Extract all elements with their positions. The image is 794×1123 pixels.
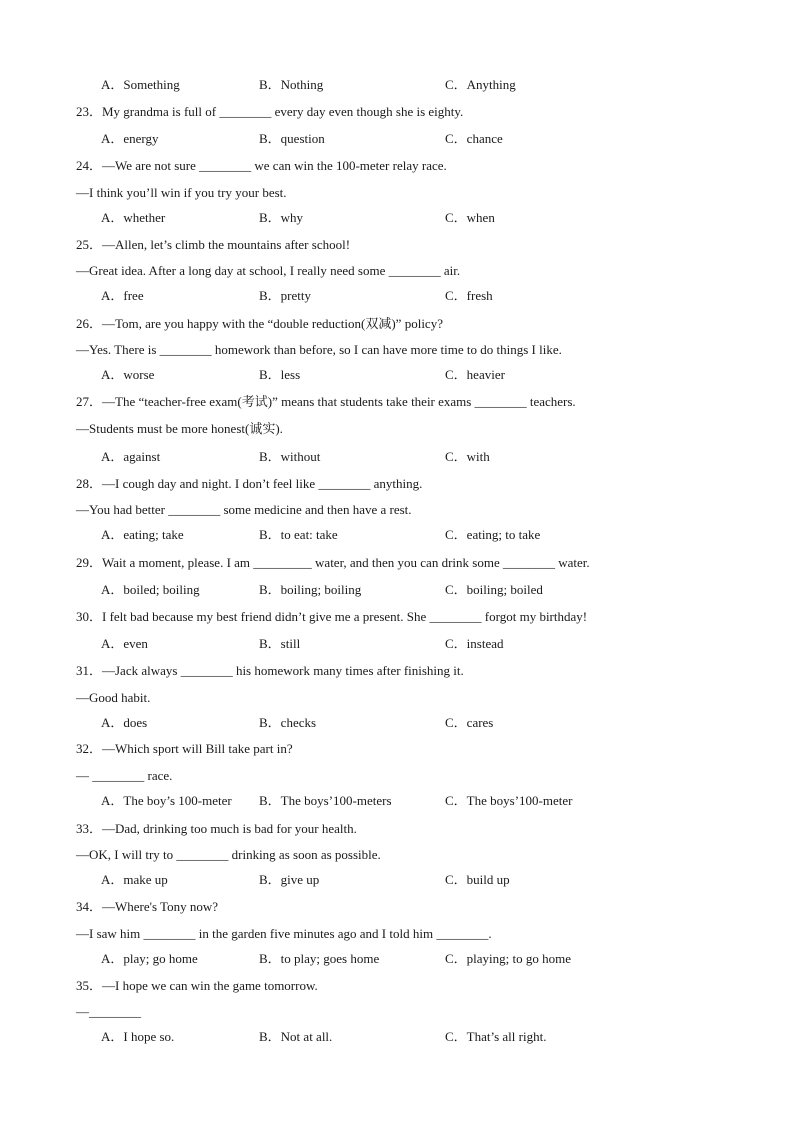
q35-reply: —________: [76, 1004, 141, 1019]
q25-option-b: B．pretty: [259, 288, 311, 303]
q32-stem: 32．—Which sport will Bill take part in?: [76, 741, 293, 756]
q33-reply: —OK, I will try to ________ drinking as soon as possible.: [76, 847, 381, 862]
q34-reply: —I saw him ________ in the garden five minutes ago and I told him ________.: [76, 926, 492, 941]
q32-option-c: C．The boys’100-meter: [445, 793, 573, 808]
q26-option-b: B．less: [259, 367, 301, 382]
q29-stem: 29．Wait a moment, please. I am _________ water, and then you can drink some ________ water.: [76, 555, 590, 570]
q32-option-a: A．The boy’s 100-meter: [101, 793, 232, 808]
q27-reply: —Students must be more honest(诚实).: [76, 421, 283, 436]
q25-stem: 25．—Allen, let’s climb the mountains after school!: [76, 237, 351, 252]
q22-option-c: C．Anything: [445, 77, 516, 92]
q23-option-c: C．chance: [445, 131, 503, 146]
q26-stem: 26．—Tom, are you happy with the “double reduction(双减)” policy?: [76, 316, 443, 331]
q27-option-c: C．with: [445, 449, 490, 464]
q31-reply: —Good habit.: [76, 690, 151, 705]
q33-stem: 33．—Dad, drinking too much is bad for your health.: [76, 821, 357, 836]
q34-option-c: C．playing; to go home: [445, 951, 572, 966]
q23-stem: 23．My grandma is full of ________ every day even though she is eighty.: [76, 104, 464, 119]
q28-option-b: B．to eat: take: [259, 527, 338, 542]
q25-reply: —Great idea. After a long day at school, I really need some ________ air.: [76, 263, 461, 278]
q35-option-b: B．Not at all.: [259, 1029, 333, 1044]
q24-option-b: B．why: [259, 210, 304, 225]
q30-option-b: B．still: [259, 636, 301, 651]
q22-option-a: A．Something: [101, 77, 180, 92]
q24-stem: 24．—We are not sure ________ we can win the 100-meter relay race.: [76, 158, 447, 173]
q34-option-a: A．play; go home: [101, 951, 198, 966]
q32-reply: — ________ race.: [76, 768, 173, 783]
q31-option-b: B．checks: [259, 715, 317, 730]
q35-stem: 35．—I hope we can win the game tomorrow.: [76, 978, 318, 993]
q29-option-a: A．boiled; boiling: [101, 582, 200, 597]
q28-stem: 28．—I cough day and night. I don’t feel like ________ anything.: [76, 476, 423, 491]
q27-option-a: A．against: [101, 449, 161, 464]
q26-option-a: A．worse: [101, 367, 155, 382]
q33-option-b: B．give up: [259, 872, 320, 887]
q24-option-a: A．whether: [101, 210, 166, 225]
q30-option-c: C．instead: [445, 636, 504, 651]
q25-option-a: A．free: [101, 288, 144, 303]
q31-stem: 31．—Jack always ________ his homework many times after finishing it.: [76, 663, 464, 678]
q35-option-c: C．That’s all right.: [445, 1029, 547, 1044]
q34-stem: 34．—Where's Tony now?: [76, 899, 218, 914]
q30-stem: 30．I felt bad because my best friend didn’t give me a present. She ________ forgot my birthday!: [76, 609, 588, 624]
q24-option-c: C．when: [445, 210, 495, 225]
q26-reply: —Yes. There is ________ homework than before, so I can have more time to do things I like.: [76, 342, 562, 357]
q27-stem: 27．—The “teacher-free exam(考试)” means that students take their exams ________ teachers.: [76, 394, 576, 409]
q29-option-b: B．boiling; boiling: [259, 582, 362, 597]
q31-option-a: A．does: [101, 715, 148, 730]
q25-option-c: C．fresh: [445, 288, 493, 303]
q31-option-c: C．cares: [445, 715, 494, 730]
q28-reply: —You had better ________ some medicine and then have a rest.: [76, 502, 412, 517]
q22-option-b: B．Nothing: [259, 77, 324, 92]
q24-reply: —I think you’ll win if you try your best.: [76, 185, 287, 200]
q28-option-c: C．eating; to take: [445, 527, 541, 542]
q32-option-b: B．The boys’100-meters: [259, 793, 392, 808]
q23-option-b: B．question: [259, 131, 325, 146]
q26-option-c: C．heavier: [445, 367, 505, 382]
q27-option-b: B．without: [259, 449, 321, 464]
q29-option-c: C．boiling; boiled: [445, 582, 543, 597]
q30-option-a: A．even: [101, 636, 148, 651]
q28-option-a: A．eating; take: [101, 527, 184, 542]
q33-option-c: C．build up: [445, 872, 510, 887]
q23-option-a: A．energy: [101, 131, 159, 146]
q33-option-a: A．make up: [101, 872, 168, 887]
q34-option-b: B．to play; goes home: [259, 951, 380, 966]
q35-option-a: A．I hope so.: [101, 1029, 175, 1044]
